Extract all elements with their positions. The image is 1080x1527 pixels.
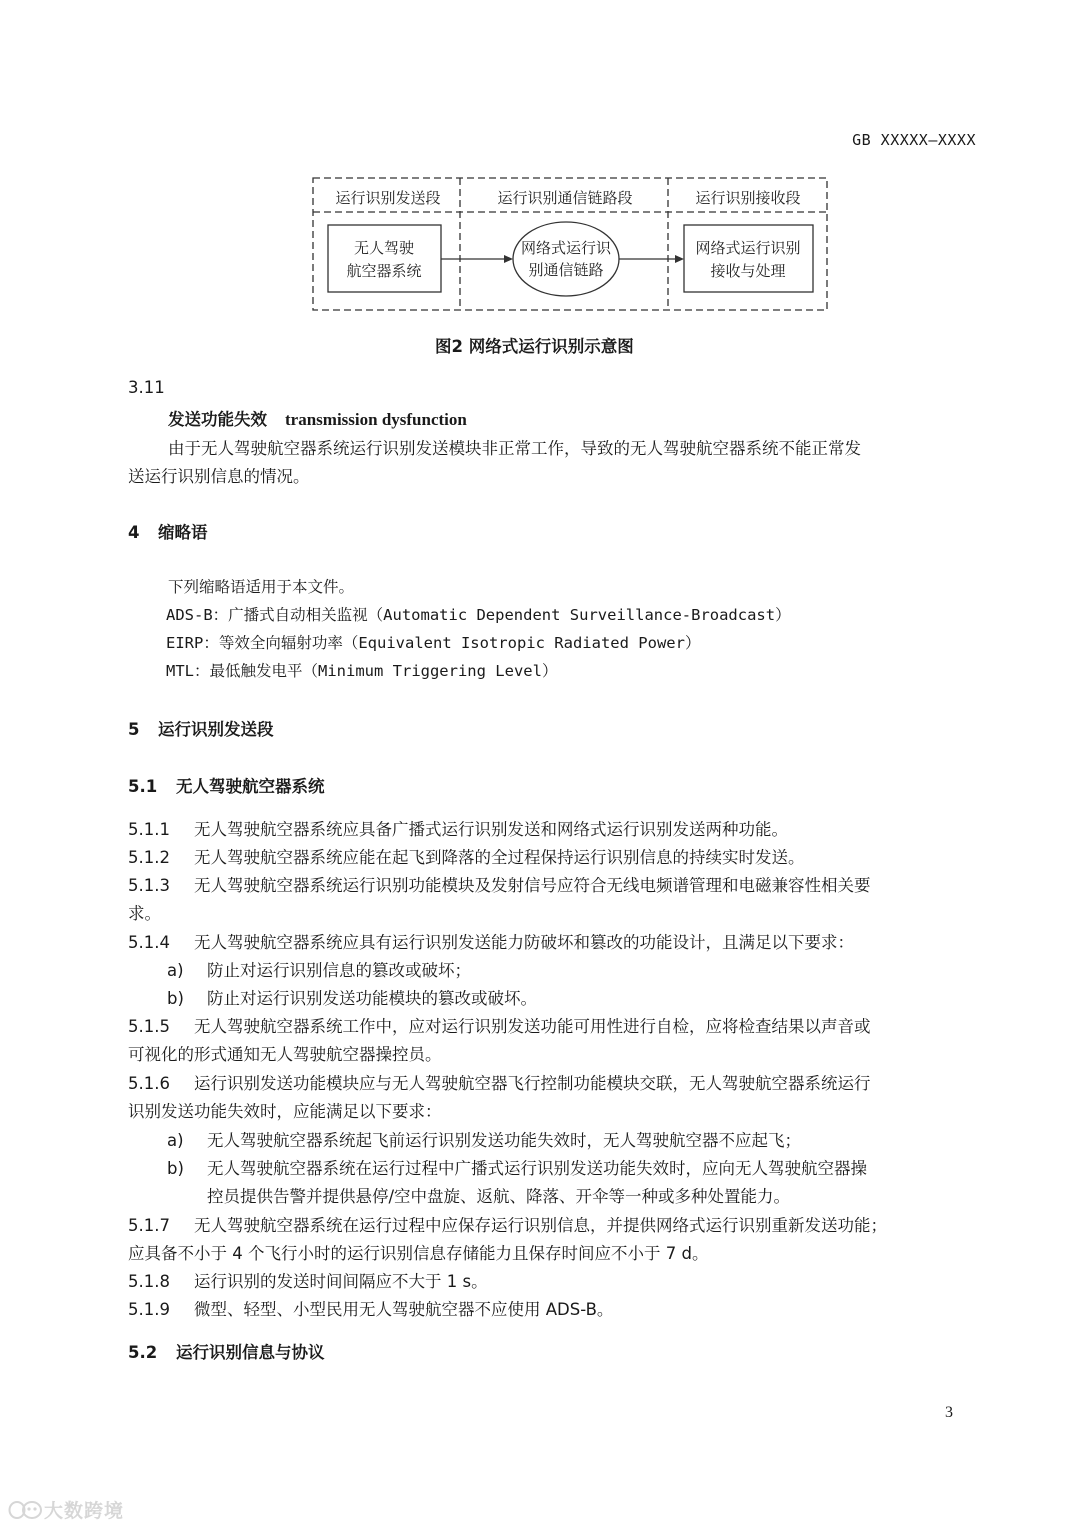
- clause-number: 5.1.6: [128, 1074, 170, 1093]
- list-item: [167, 985, 537, 1009]
- clause-text: 运行识别的发送时间间隔应不大于 1 s。: [194, 1272, 488, 1291]
- clause-5-1-2: [128, 844, 805, 868]
- clause-text: 无人驾驶航空器系统应具备广播式运行识别发送和网络式运行识别发送两种功能。: [194, 820, 788, 839]
- list-text: 防止对运行识别发送功能模块的篡改或破坏。: [207, 989, 537, 1008]
- segment-label-receive: 运行识别接收段: [695, 189, 801, 207]
- receiver-box: [684, 225, 813, 292]
- list-label: b): [167, 989, 184, 1008]
- clause-number: 5.1.4: [128, 933, 170, 952]
- list-text: 防止对运行识别信息的篡改或破坏；: [207, 961, 471, 980]
- abbrev-item: EIRP：等效全向辐射功率（Equivalent Isotropic Radiated Power）: [166, 634, 701, 652]
- section-5-1-heading: [128, 773, 325, 797]
- uas-box-line-2: 航空器系统: [346, 262, 422, 280]
- definition-line-2: 送运行识别信息的情况。: [128, 467, 310, 486]
- section-5-number: 5: [128, 720, 140, 739]
- clause-number-3-11: 3.11: [128, 378, 165, 397]
- clause-5-1-1: [128, 816, 788, 840]
- clause-continuation: 求。: [128, 904, 161, 923]
- list-item-continuation: 控员提供告警并提供悬停/空中盘旋、返航、降落、开伞等一种或多种处置能力。: [207, 1187, 791, 1206]
- clause-text: 微型、轻型、小型民用无人驾驶航空器不应使用 ADS-B。: [194, 1300, 614, 1319]
- abbrev-item: MTL：最低触发电平（Minimum Triggering Level）: [166, 662, 558, 680]
- clause-number: 5.1.2: [128, 848, 170, 867]
- section-4-number: 4: [128, 523, 140, 542]
- clause-5-1-7: [128, 1212, 887, 1236]
- clause-5-1-5: [128, 1013, 871, 1037]
- link-ellipse-line-1: 网络式运行识: [520, 239, 612, 257]
- clause-text: 运行识别发送功能模块应与无人驾驶航空器飞行控制功能模块交联，无人驾驶航空器系统运行: [194, 1074, 871, 1093]
- section-5-2-number: 5.2: [128, 1343, 158, 1362]
- clause-5-1-8: [128, 1268, 488, 1292]
- list-text: 无人驾驶航空器系统起飞前运行识别发送功能失效时，无人驾驶航空器不应起飞；: [207, 1131, 801, 1150]
- list-item: [167, 1127, 801, 1151]
- figure-caption: 图2 网络式运行识别示意图: [435, 337, 634, 356]
- section-5-title: 运行识别发送段: [158, 720, 274, 739]
- clause-number: 5.1.9: [128, 1300, 170, 1319]
- abbrev-item: ADS-B：广播式自动相关监视（Automatic Dependent Surveillance-Broadcast）: [166, 606, 791, 624]
- arrow-1-head: [504, 255, 513, 263]
- section-5-heading: [128, 716, 274, 740]
- receiver-box-line-2: 接收与处理: [710, 262, 786, 280]
- term-entry: [168, 406, 467, 430]
- list-label: a): [167, 961, 184, 980]
- link-ellipse: [513, 222, 619, 296]
- clause-text: 无人驾驶航空器系统运行识别功能模块及发射信号应符合无线电频谱管理和电磁兼容性相关要: [194, 876, 871, 895]
- clause-text: 无人驾驶航空器系统应具有运行识别发送能力防破坏和篡改的功能设计，且满足以下要求：: [194, 933, 854, 952]
- term-en: transmission dysfunction: [285, 410, 467, 429]
- term-cn: 发送功能失效: [168, 410, 267, 429]
- clause-continuation: 应具备不小于 4 个飞行小时的运行识别信息存储能力且保存时间应不小于 7 d。: [128, 1244, 709, 1263]
- clause-number: 5.1.5: [128, 1017, 170, 1036]
- section-5-1-title: 无人驾驶航空器系统: [176, 777, 325, 796]
- clause-number: 5.1.3: [128, 876, 170, 895]
- clause-number: 5.1.8: [128, 1272, 170, 1291]
- standard-number: GB XXXXX—XXXX: [852, 131, 976, 149]
- clause-5-1-9: [128, 1296, 613, 1320]
- section-5-2-title: 运行识别信息与协议: [176, 1343, 325, 1362]
- clause-continuation: 识别发送功能失效时，应能满足以下要求：: [128, 1102, 442, 1121]
- clause-5-1-6: [128, 1070, 871, 1094]
- clause-text: 无人驾驶航空器系统应能在起飞到降落的全过程保持运行识别信息的持续实时发送。: [194, 848, 805, 867]
- clause-5-1-3: [128, 872, 871, 896]
- clause-number: 5.1.7: [128, 1216, 170, 1235]
- clause-continuation: 可视化的形式通知无人驾驶航空器操控员。: [128, 1045, 442, 1064]
- section-5-1-number: 5.1: [128, 777, 158, 796]
- abbrev-intro: 下列缩略语适用于本文件。: [168, 578, 355, 596]
- section-4-heading: [128, 519, 208, 543]
- clause-text: 无人驾驶航空器系统在运行过程中应保存运行识别信息，并提供网络式运行识别重新发送功能；: [194, 1216, 887, 1235]
- section-4-title: 缩略语: [158, 523, 208, 542]
- list-label: a): [167, 1131, 184, 1150]
- list-item: [167, 957, 471, 981]
- clause-number: 5.1.1: [128, 820, 170, 839]
- watermark: [8, 1496, 124, 1523]
- clause-5-1-4: [128, 929, 854, 953]
- clause-text: 无人驾驶航空器系统工作中，应对运行识别发送功能可用性进行自检，应将检查结果以声音或: [194, 1017, 871, 1036]
- watermark-logo-icon: [8, 1499, 44, 1521]
- network-remote-id-diagram: [0, 0, 1080, 330]
- watermark-text: 大数跨境: [44, 1500, 125, 1522]
- section-5-2-heading: [128, 1339, 325, 1363]
- segment-label-link: 运行识别通信链路段: [497, 189, 633, 207]
- uas-box-line-1: 无人驾驶: [353, 239, 415, 257]
- receiver-box-line-1: 网络式运行识别: [695, 239, 801, 257]
- list-text: 无人驾驶航空器系统在运行过程中广播式运行识别发送功能失效时，应向无人驾驶航空器操: [207, 1159, 867, 1178]
- uas-box: [328, 225, 441, 292]
- page-number: 3: [945, 1404, 953, 1421]
- list-item: [167, 1155, 867, 1179]
- arrow-2-head: [675, 255, 684, 263]
- segment-label-send: 运行识别发送段: [335, 189, 441, 207]
- list-label: b): [167, 1159, 184, 1178]
- definition-line-1: 由于无人驾驶航空器系统运行识别发送模块非正常工作，导致的无人驾驶航空器系统不能正常发: [168, 439, 861, 458]
- link-ellipse-line-2: 别通信链路: [528, 261, 604, 279]
